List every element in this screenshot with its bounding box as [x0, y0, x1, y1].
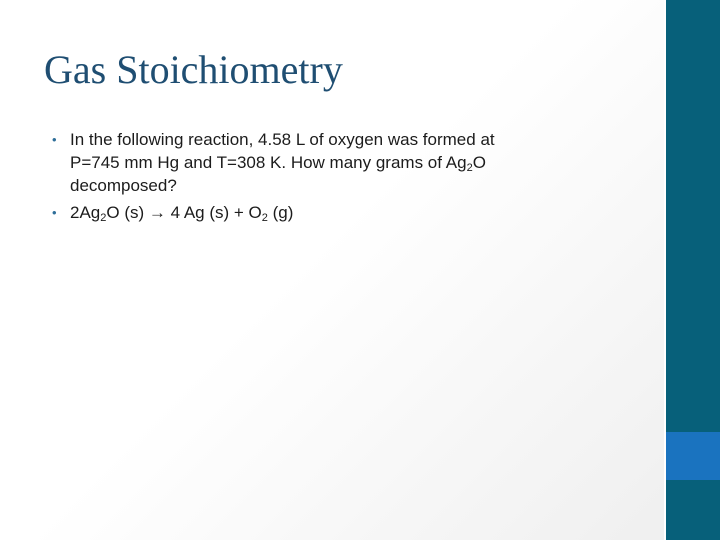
slide-title: Gas Stoichiometry — [44, 47, 343, 92]
subscript: 2 — [466, 162, 473, 174]
text-run: O (s) — [106, 203, 149, 222]
text-run: (g) — [267, 203, 294, 222]
chemical-equation — [70, 201, 612, 224]
bullet-item-equation — [52, 201, 612, 224]
text-run: P=745 mm Hg and T=308 K. How many grams of Ag — [70, 153, 467, 172]
bullet-item-question — [52, 128, 612, 197]
text-run: 4 Ag (s) + O — [165, 203, 262, 222]
arrow-icon: → — [148, 203, 166, 222]
sidebar-accent-block — [666, 432, 720, 480]
bullet-icon: • — [52, 205, 57, 220]
bullet-icon: • — [52, 132, 57, 147]
bullet-text-line: decomposed? — [70, 176, 177, 195]
subscript: 2 — [100, 212, 107, 224]
text-run: O — [472, 153, 486, 172]
bullet-list — [52, 128, 612, 228]
text-run: 2Ag — [70, 203, 101, 222]
subscript: 2 — [261, 212, 268, 224]
bullet-text-line: In the following reaction, 4.58 L of oxygen was formed at — [70, 130, 495, 149]
bullet-text-line — [70, 151, 612, 174]
